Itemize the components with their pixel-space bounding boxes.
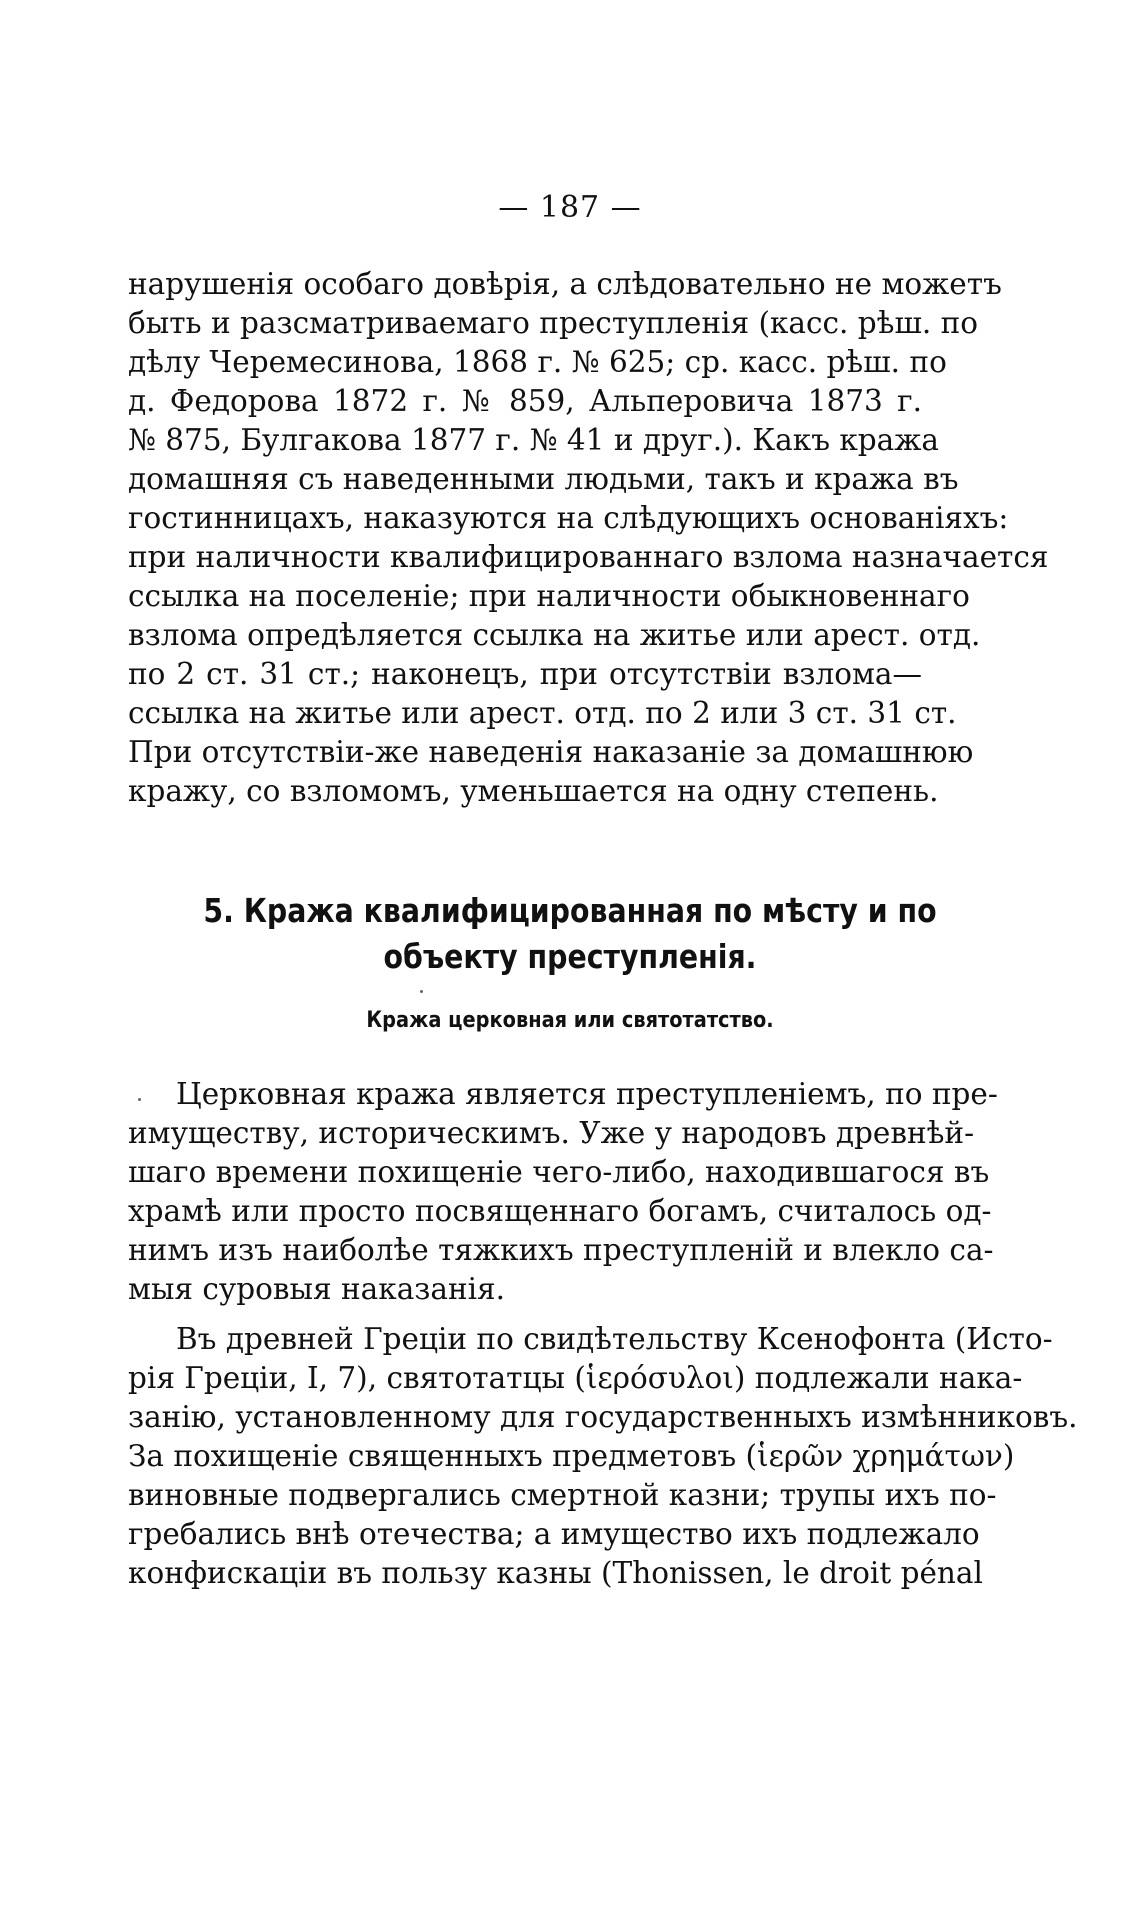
section-heading-line: объекту преступленія.	[383, 937, 757, 976]
text-line: гостинницахъ, наказуются на слѣдующихъ основаніяхъ:	[128, 501, 1009, 535]
text-line: домашняя съ наведенными людьми, такъ и кража въ	[128, 462, 959, 496]
paragraph	[128, 1320, 1078, 1593]
text-line: При отсутствіи-же наведенія наказаніе за домашнюю	[128, 735, 974, 769]
text-line: Въ древней Греціи по свидѣтельству Ксенофонта (Исто-	[176, 1322, 1053, 1356]
text-line: рія Греціи, I, 7), святотатцы (ἱερόσυλοι) подлежали нака-	[128, 1361, 1023, 1395]
page-number: — 187 —	[498, 190, 642, 225]
subsection-heading: Кража церковная или святотатство.	[366, 1008, 774, 1033]
text-line: виновные подвергались смертной казни; трупы ихъ по-	[128, 1478, 997, 1512]
text-line: быть и разсматриваемаго преступленія (касс. рѣш. по	[128, 306, 979, 340]
text-line: нимъ изъ наиболѣе тяжкихъ преступленій и влекло са-	[128, 1233, 994, 1267]
text-line: мыя суровыя наказанія.	[128, 1272, 506, 1306]
text-line: занію, установленному для государственныхъ измѣнниковъ.	[128, 1400, 1078, 1434]
text-line: нарушенія особаго довѣрія, а слѣдовательно не можетъ	[128, 267, 1002, 301]
text-line: Церковная кража является преступленіемъ, по пре-	[176, 1077, 998, 1111]
print-speck	[420, 990, 423, 993]
text-line: при наличности квалифицированнаго взлома назначается	[128, 540, 1049, 574]
paragraph-continuation	[128, 265, 1049, 811]
text-line: д. Федорова 1872 г. № 859, Альперовича 1873 г.	[128, 384, 922, 418]
text-line: конфискаціи въ пользу казны (Thonissen, le droit pénal	[128, 1556, 983, 1590]
section-heading	[80, 888, 1060, 980]
text-line: шаго времени похищеніе чего-либо, находившагося въ	[128, 1155, 990, 1189]
text-line: имуществу, историческимъ. Уже у народовъ древнѣй-	[128, 1116, 975, 1150]
text-line: по 2 ст. 31 ст.; наконецъ, при отсутствіи взлома—	[128, 657, 922, 691]
text-line: № 875, Булгакова 1877 г. № 41 и друг.). Какъ кража	[128, 423, 939, 457]
text-line: ссылка на поселеніе; при наличности обыкновеннаго	[128, 579, 970, 613]
text-line: ссылка на житье или арест. отд. по 2 или 3 ст. 31 ст.	[128, 696, 957, 730]
text-line: дѣлу Черемесинова, 1868 г. № 625; ср. касс. рѣш. по	[128, 345, 947, 379]
text-line: храмѣ или просто посвященнаго богамъ, считалось од-	[128, 1194, 992, 1228]
text-line: гребались внѣ отечества; а имущество ихъ подлежало	[128, 1517, 980, 1551]
text-line: кражу, со взломомъ, уменьшается на одну степень.	[128, 774, 939, 808]
text-line: взлома опредѣляется ссылка на житье или арест. отд.	[128, 618, 981, 652]
section-heading-line: 5. Кража квалифицированная по мѣсту и по	[203, 891, 937, 930]
paragraph	[128, 1075, 998, 1309]
text-line: За похищеніе священныхъ предметовъ (ἱερῶν χρημάτων)	[128, 1439, 1015, 1473]
